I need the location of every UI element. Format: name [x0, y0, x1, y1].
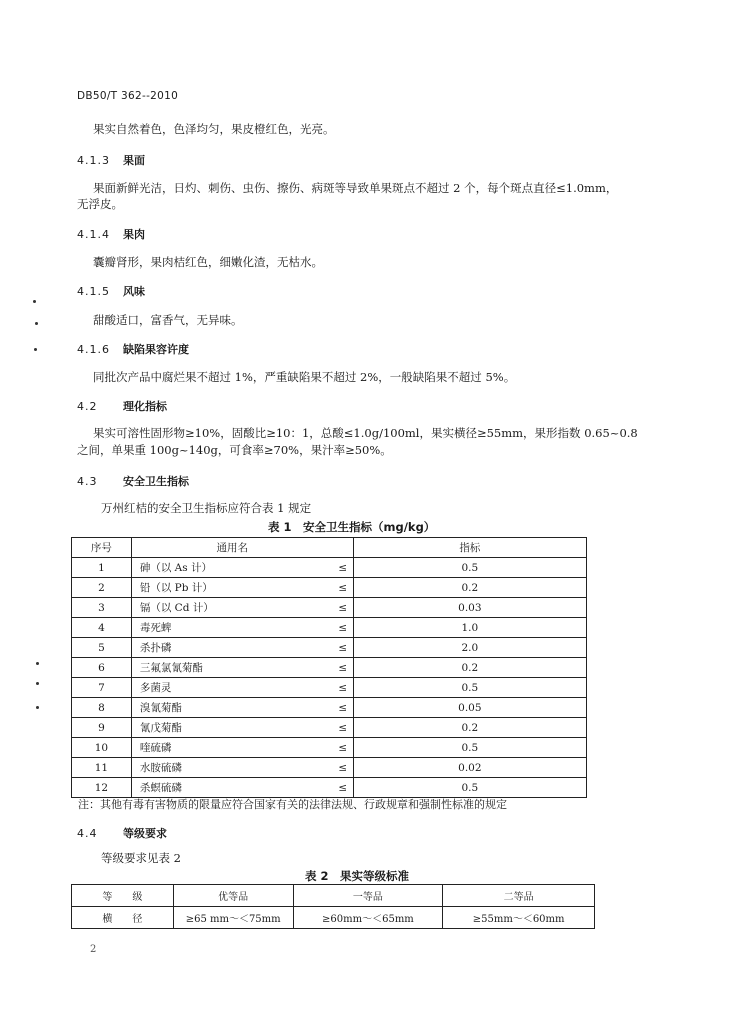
cell-name: 镉（以 Cd 计）	[131, 598, 332, 618]
section-number: 4.4	[77, 827, 98, 840]
paragraph-grade: 等级要求见表 2	[101, 851, 181, 865]
section-title: 等级要求	[123, 827, 167, 840]
cell-value: 1.0	[353, 618, 586, 638]
paragraph-flesh: 囊瓣肾形，果肉桔红色，细嫩化渣，无枯水。	[93, 255, 323, 269]
row-label: 横 径	[72, 907, 174, 929]
cell-op: ≤	[333, 558, 353, 578]
margin-mark	[36, 682, 39, 685]
section-4-4	[77, 825, 167, 841]
cell-op: ≤	[333, 638, 353, 658]
section-number: 4.2	[77, 400, 98, 413]
cell-name: 砷（以 As 计）	[131, 558, 332, 578]
cell-no: 9	[72, 718, 132, 738]
cell-no: 5	[72, 638, 132, 658]
cell-op: ≤	[333, 598, 353, 618]
section-number: 4.3	[77, 475, 98, 488]
column-header-second: 二等品	[443, 885, 595, 907]
cell-value: 0.2	[353, 578, 586, 598]
table-row	[72, 638, 587, 658]
paragraph-surface-line1: 果面新鲜光洁，日灼、刺伤、虫伤、擦伤、病斑等导致单果斑点不超过 2 个，每个斑点直径≤1.0mm，	[93, 181, 618, 195]
cell-no: 8	[72, 698, 132, 718]
margin-mark	[33, 300, 36, 303]
margin-mark	[35, 322, 38, 325]
column-header-value: 指标	[353, 538, 586, 558]
table-row	[72, 658, 587, 678]
table-row	[72, 578, 587, 598]
section-4-1-6	[77, 341, 189, 357]
section-4-1-3	[77, 152, 145, 168]
cell-op: ≤	[333, 678, 353, 698]
margin-mark	[36, 662, 39, 665]
table-row	[72, 558, 587, 578]
section-title: 果肉	[123, 228, 145, 241]
paragraph-safety: 万州红桔的安全卫生指标应符合表 1 规定	[101, 501, 312, 515]
cell-no: 3	[72, 598, 132, 618]
fruit-grade-table	[71, 884, 595, 929]
margin-mark	[36, 706, 39, 709]
cell-op: ≤	[333, 718, 353, 738]
cell-no: 10	[72, 738, 132, 758]
cell-value: 0.5	[353, 738, 586, 758]
cell-no: 6	[72, 658, 132, 678]
cell-no: 12	[72, 778, 132, 798]
cell-op: ≤	[333, 578, 353, 598]
column-header-op	[333, 538, 353, 558]
section-number: 4.1.5	[77, 285, 110, 298]
cell-op: ≤	[333, 738, 353, 758]
table1-caption: 表 1 安全卫生指标（mg/kg）	[268, 520, 436, 534]
section-title: 缺陷果容许度	[123, 343, 189, 356]
page-number: 2	[90, 944, 97, 955]
section-number: 4.1.3	[77, 154, 110, 167]
cell-name: 氰戊菊酯	[131, 718, 332, 738]
cell-no: 11	[72, 758, 132, 778]
cell-op: ≤	[333, 658, 353, 678]
paragraph-physchem-line1: 果实可溶性固形物≥10%，固酸比≥10：1，总酸≤1.0g/100ml，果实横径≥55mm，果形指数 0.65~0.8	[93, 426, 638, 440]
cell-value: 0.02	[353, 758, 586, 778]
cell-op: ≤	[333, 698, 353, 718]
document-code-header: DB50/T 362--2010	[77, 90, 179, 102]
cell-value: 0.5	[353, 558, 586, 578]
section-4-3	[77, 473, 189, 489]
table-row	[72, 598, 587, 618]
paragraph-flavor: 甜酸适口，富香气，无异味。	[93, 313, 243, 327]
section-title: 安全卫生指标	[123, 475, 189, 488]
table-row	[72, 698, 587, 718]
cell-name: 杀扑磷	[131, 638, 332, 658]
cell-value: 0.03	[353, 598, 586, 618]
section-title: 果面	[123, 154, 145, 167]
cell-second: ≥55mm～＜60mm	[443, 907, 595, 929]
cell-name: 毒死蜱	[131, 618, 332, 638]
table-row	[72, 618, 587, 638]
cell-name: 喹硫磷	[131, 738, 332, 758]
margin-mark	[34, 348, 37, 351]
cell-value: 0.5	[353, 778, 586, 798]
cell-no: 2	[72, 578, 132, 598]
cell-value: 0.5	[353, 678, 586, 698]
section-4-2	[77, 398, 167, 414]
safety-indicator-table	[71, 537, 587, 798]
paragraph-physchem-line2: 之间，单果重 100g~140g，可食率≥70%，果汁率≥50%。	[77, 443, 392, 457]
cell-no: 7	[72, 678, 132, 698]
paragraph-surface-line2: 无浮皮。	[77, 197, 123, 211]
column-header-grade: 等 级	[72, 885, 174, 907]
column-header-no: 序号	[72, 538, 132, 558]
cell-name: 溴氰菊酯	[131, 698, 332, 718]
paragraph-color: 果实自然着色，色泽均匀，果皮橙红色，光亮。	[93, 122, 335, 136]
cell-op: ≤	[333, 778, 353, 798]
table-row	[72, 907, 595, 929]
cell-first: ≥60mm～＜65mm	[293, 907, 443, 929]
cell-op: ≤	[333, 758, 353, 778]
cell-premium: ≥65 mm～＜75mm	[173, 907, 293, 929]
column-header-first: 一等品	[293, 885, 443, 907]
table2-caption: 表 2 果实等级标准	[305, 869, 410, 883]
cell-name: 水胺硫磷	[131, 758, 332, 778]
cell-op: ≤	[333, 618, 353, 638]
cell-no: 4	[72, 618, 132, 638]
cell-name: 杀螟硫磷	[131, 778, 332, 798]
cell-name: 多菌灵	[131, 678, 332, 698]
table1-note: 注：其他有毒有害物质的限量应符合国家有关的法律法规、行政规章和强制性标准的规定	[78, 798, 507, 811]
paragraph-defect: 同批次产品中腐烂果不超过 1%，严重缺陷果不超过 2%，一般缺陷果不超过 5%。	[93, 370, 516, 384]
cell-name: 铅（以 Pb 计）	[131, 578, 332, 598]
section-number: 4.1.4	[77, 228, 110, 241]
section-number: 4.1.6	[77, 343, 110, 356]
table-row	[72, 738, 587, 758]
table-row	[72, 758, 587, 778]
cell-value: 0.2	[353, 658, 586, 678]
cell-value: 2.0	[353, 638, 586, 658]
column-header-name: 通用名	[131, 538, 332, 558]
table-row	[72, 678, 587, 698]
cell-no: 1	[72, 558, 132, 578]
column-header-premium: 优等品	[173, 885, 293, 907]
table-header-row	[72, 538, 587, 558]
section-4-1-5	[77, 283, 145, 299]
cell-value: 0.2	[353, 718, 586, 738]
section-4-1-4	[77, 226, 145, 242]
table-row	[72, 718, 587, 738]
section-title: 理化指标	[123, 400, 167, 413]
table-header-row	[72, 885, 595, 907]
section-title: 风味	[123, 285, 145, 298]
cell-name: 三氟氯氰菊酯	[131, 658, 332, 678]
table-row	[72, 778, 587, 798]
cell-value: 0.05	[353, 698, 586, 718]
